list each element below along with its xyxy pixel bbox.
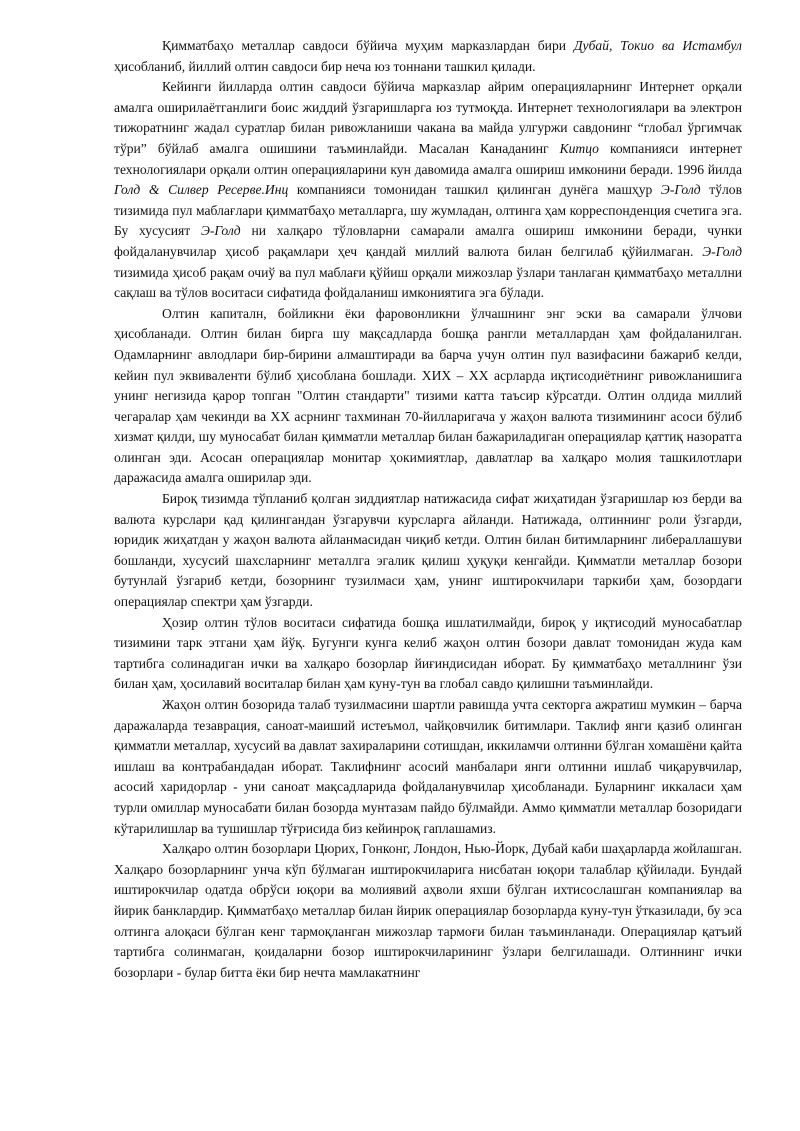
paragraph: [114, 77, 742, 304]
document-page: [114, 36, 742, 983]
text-run: Қимматбаҳо металлар савдоси бўйича муҳим марказлардан бири: [162, 38, 574, 53]
paragraph: [114, 839, 742, 983]
text-run: компанияси интернет технологиялари орқали олтин операцияларини кун давомида амалга ошириш имконини беради. 1996 йилда: [114, 140, 743, 177]
text-run: Халқаро олтин бозорлари Цюрих, Гонконг, Лондон, Нью-Йорк, Дубай каби шаҳарларда жойлашган. Халқаро бозорларнинг унча кўп бўлмаган иштирокчиларига нисбатан юқори талаблар қўйилади. Бундай иштирокчилар одатда обрўси юқори ва молиявий аҳволи яхши бўлган ихтисослашган компаниялар ва йирик банклардир. Қимматбаҳо металлар билан йирик операциялар бозорларда куну-тун ўтказилади, бу эса олтинга алоқаси бўлган кенг тармоқланган мижозлар тармоғи билан таъминланади. Операциялар қатъий тартибга солинмаган, қоидаларни бозор иштирокчиларининг ўзлари белгилашади. Олтиннинг ички бозорлари - булар битта ёки бир нечта мамлакатнинг: [114, 841, 742, 980]
text-run: ни халқаро тўловларни самарали амалга ошириш имконини беради, чунки фойдаланувчилар ҳисоб рақамлари ҳеч қандай миллий валюта билан белгилаб қўйилмаган.: [114, 223, 742, 259]
text-run: ҳисобланиб, йиллий олтин савдоси бир неча юз тоннани ташкил қилади.: [114, 58, 536, 74]
text-run: тўлов тизимида пул маблағлари қимматбаҳо металларга, шу жумладан, олтинга ҳам корреспонденция счетига эга. Бу хусусият: [114, 182, 743, 239]
text-run: тизимида ҳисоб рақам очиў ва пул маблағи қўйиш орқали мижозлар ўзлари танлаган қимматбаҳо металлни сақлаш ва тўлов воситаси сифатида фойдаланиш имкониятига эга бўлади.: [114, 264, 742, 301]
paragraph: [114, 489, 742, 613]
text-run: Бироқ тизимда тўпланиб қолган зиддиятлар натижасида сифат жиҳатидан ўзгаришлар юз берди ва валюта курслари қад қилингандан ўзгарувчи курсларга айланди. Натижада, олтиннинг роли ўзгарди, юридик жиҳатдан у жаҳон валюта айланмасидан чиқиб кетди. Олтин билан битимларнинг либераллашуви бошланди, хусусий шахсларнинг металлга эгалик қилиш ҳуқуқи кенгайди. Қимматли металлар бозори бутунлай ўзгариб кетди, бозорнинг тузилмаси ҳам, унинг иштирокчилари таркиби ҳам, бозордаги операциялар спектри ҳам ўзгарди.: [114, 491, 742, 610]
italic-text: Э-Голд: [660, 182, 701, 198]
paragraph: [114, 36, 742, 77]
text-run: Олтин капиталн, бойликни ёки фаровонликни ўлчашнинг энг эски ва самарали ўлчови ҳисобланади. Олтин билан бирга шу мақсадларда бошқа рангли металлардан ҳам фойдаланилган. Одамларнинг авлодлари бир-бирини алмаштиради ва барча учун олтин пул вазифасини бажариб келди, кейин пул эквиваленти бўлиб ҳисоблана бошлади. ХИХ – ХХ асрларда иқтисодиётнинг ривожланишига унинг негизида қарор топган "Олтин стандарти" тизими катта таъсир кўрсатди. Олтин олдида миллий чегаралар ҳам чекинди ва ХХ асрнинг тахминан 70-йилларигача у жаҳон валюта тизимининг асоси бўлиб хизмат қилди, шу муносабат билан қимматли металлар билан бажариладиган операциялар қаттиқ назоратга олинган эди. Асосан операциялар монитар ҳокимиятлар, давлатлар ва халқаро молия ташкилотлари даражасида амалга оширилар эди.: [114, 305, 742, 486]
paragraph: [114, 695, 742, 839]
text-run: компанияси томонидан ташкил қилинган дунёга машҳур: [288, 182, 661, 198]
paragraph: [114, 304, 742, 489]
text-run: Кейинги йилларда олтин савдоси бўйича марказлар айрим операцияларнинг Интернет орқали амалга оширилаётганлиги боис жиддий ўзгаришларга юз тутмоқда. Интернет технологиялари ва электрон тижоратнинг жадал суратлар билан ривожланиши чакана ва майда улгуржи савдонинг “глобал ўргимчак тўри” бўйлаб амалга ошишини таъминлайди. Масалан Канаданинг: [114, 79, 742, 156]
text-run: Жаҳон олтин бозорида талаб тузилмасини шартли равишда учта секторга ажратиш мумкин – барча даражаларда тезаврация, саноат-маиший истеъмол, чайқовчилик битимлари. Таклиф янги қазиб олинган қимматли металлар, хусусий ва давлат захираларини сотишдан, иккиламчи олтинни бўлган хомашёни қайта ишлаш ва контрабандадан иборат. Таклифнинг асосий манбалари янги олтинни ишлаб чиқарувчилар, асосий харидорлар - уни саноат мақсадларида фойдаланувчилар ҳисобланади. Буларнинг иккаласи ҳам турли омиллар муносабати билан бозорда мунтазам пайдо бўлмайди. Аммо қимматли металлар бозоридаги кўтарилишлар ва тушишлар тўғрисида биз кейинроқ гаплашамиз.: [114, 697, 742, 836]
italic-text: Э-Голд: [200, 223, 241, 239]
italic-text: Э-Голд: [702, 243, 742, 259]
text-run: Ҳозир олтин тўлов воситаси сифатида бошқа ишлатилмайди, бироқ у иқтисодий муносабатлар тизимини тарк этгани ҳам йўқ. Бугунги кунга келиб жаҳон олтин бозори давлат томонидан жуда кам тартибга солинадиган ички ва халқаро бозорлар йиғиндисидан иборат. Бу қимматбаҳо металлнинг ўзи билан ҳам, ҳосилавий воситалар билан ҳам куну-тун ва глобал савдо қилишни таъминлайди.: [114, 614, 742, 692]
paragraph: [114, 613, 742, 695]
italic-text: Дубай, Токио ва Истамбул: [573, 38, 742, 53]
italic-text: Голд & Силвер Ресерве.Инц: [114, 182, 289, 198]
italic-text: Китцо: [559, 140, 599, 156]
